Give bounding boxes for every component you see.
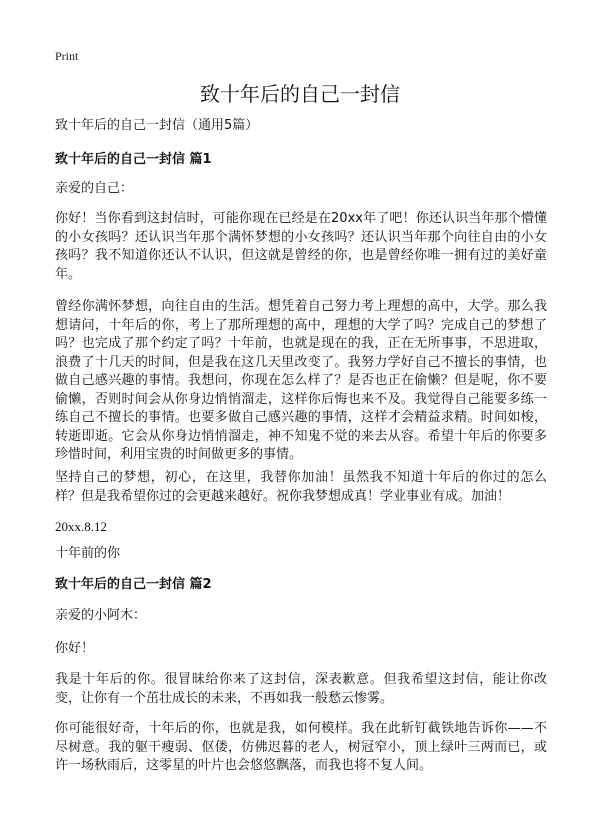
page-title: 致十年后的自己一封信 bbox=[200, 82, 400, 106]
section-heading-1: 致十年后的自己一封信 篇1 bbox=[55, 152, 212, 167]
section-heading-2: 致十年后的自己一封信 篇2 bbox=[55, 577, 212, 592]
paragraph-1-3: 坚持自己的梦想，初心，在这里，我替你加油！虽然我不知道十年后的你过的怎么样？但是我希望你过的会更越来越好。祝你我梦想成真！学业事业有成。加油！ bbox=[55, 470, 547, 504]
paragraph-1-2: 曾经你满怀梦想，向往自由的生活。想凭着自己努力考上理想的高中，大学。那么我想请问，十年后的你，考上了那所理想的高中，理想的大学了吗？完成自己的梦想了吗？也完成了那个约定了吗？十年前，也就是现在的我，正在无所事事，不思进取，浪费了十几天的时间，但是我在这几天里改变了。我努力学好自己不擅长的事情，也做自己感兴趣的事情。我想问，你现在怎么样了？是否也正在偷懒？但是呢，你不要偷懒，否则时间会从你身边悄悄溜走，这样你后悔也来不及。我觉得自己能要多练一练自己不擅长的事情。也要多做自己感兴趣的事情，这样才会精益求精。时间如梭，转逝即逝。它会从你身边悄悄溜走，神不知鬼不觉的来去从容。希望十年后的你要多珍惜时间，利用宝贵的时间做更多的事情。 bbox=[55, 299, 547, 462]
paragraph-1-1: 你好！当你看到这封信时，可能你现在已经是在20xx年了吧！你还认识当年那个懵懂的小女孩吗？还认识当年那个满怀梦想的小女孩吗？还认识当年那个向往自由的小女孩吗？我不知道你还认不认识，但这就是曾经的你，也是曾经你唯一拥有过的美好童年。 bbox=[55, 211, 547, 282]
letter-signature: 十年前的你 bbox=[55, 546, 121, 561]
greeting-2: 亲爱的小阿木： bbox=[55, 608, 147, 623]
paragraph-2-1: 我是十年后的你。很冒昧给你来了这封信，深表歉意。但我希望这封信，能让你改变，让你有一个茁壮成长的未来，不再如我一般愁云惨雾。 bbox=[55, 672, 547, 706]
document-subtitle: 致十年后的自己一封信（通用5篇） bbox=[55, 118, 259, 133]
letter-date: 20xx.8.12 bbox=[55, 519, 107, 534]
print-link[interactable]: Print bbox=[55, 49, 79, 63]
greeting-1: 亲爱的自己： bbox=[55, 181, 134, 196]
paragraph-2-2: 你可能很好奇，十年后的你，也就是我，如何模样。我在此斩钉截铁地告诉你——不尽树意。我的躯干瘦弱、伛偻，仿佛迟暮的老人，树冠窄小，顶上绿叶三两而已，或许一场秋雨后，这零星的叶片也会悠悠飘落，而我也将不复人间。 bbox=[55, 721, 547, 773]
hello-line: 你好！ bbox=[55, 641, 95, 656]
